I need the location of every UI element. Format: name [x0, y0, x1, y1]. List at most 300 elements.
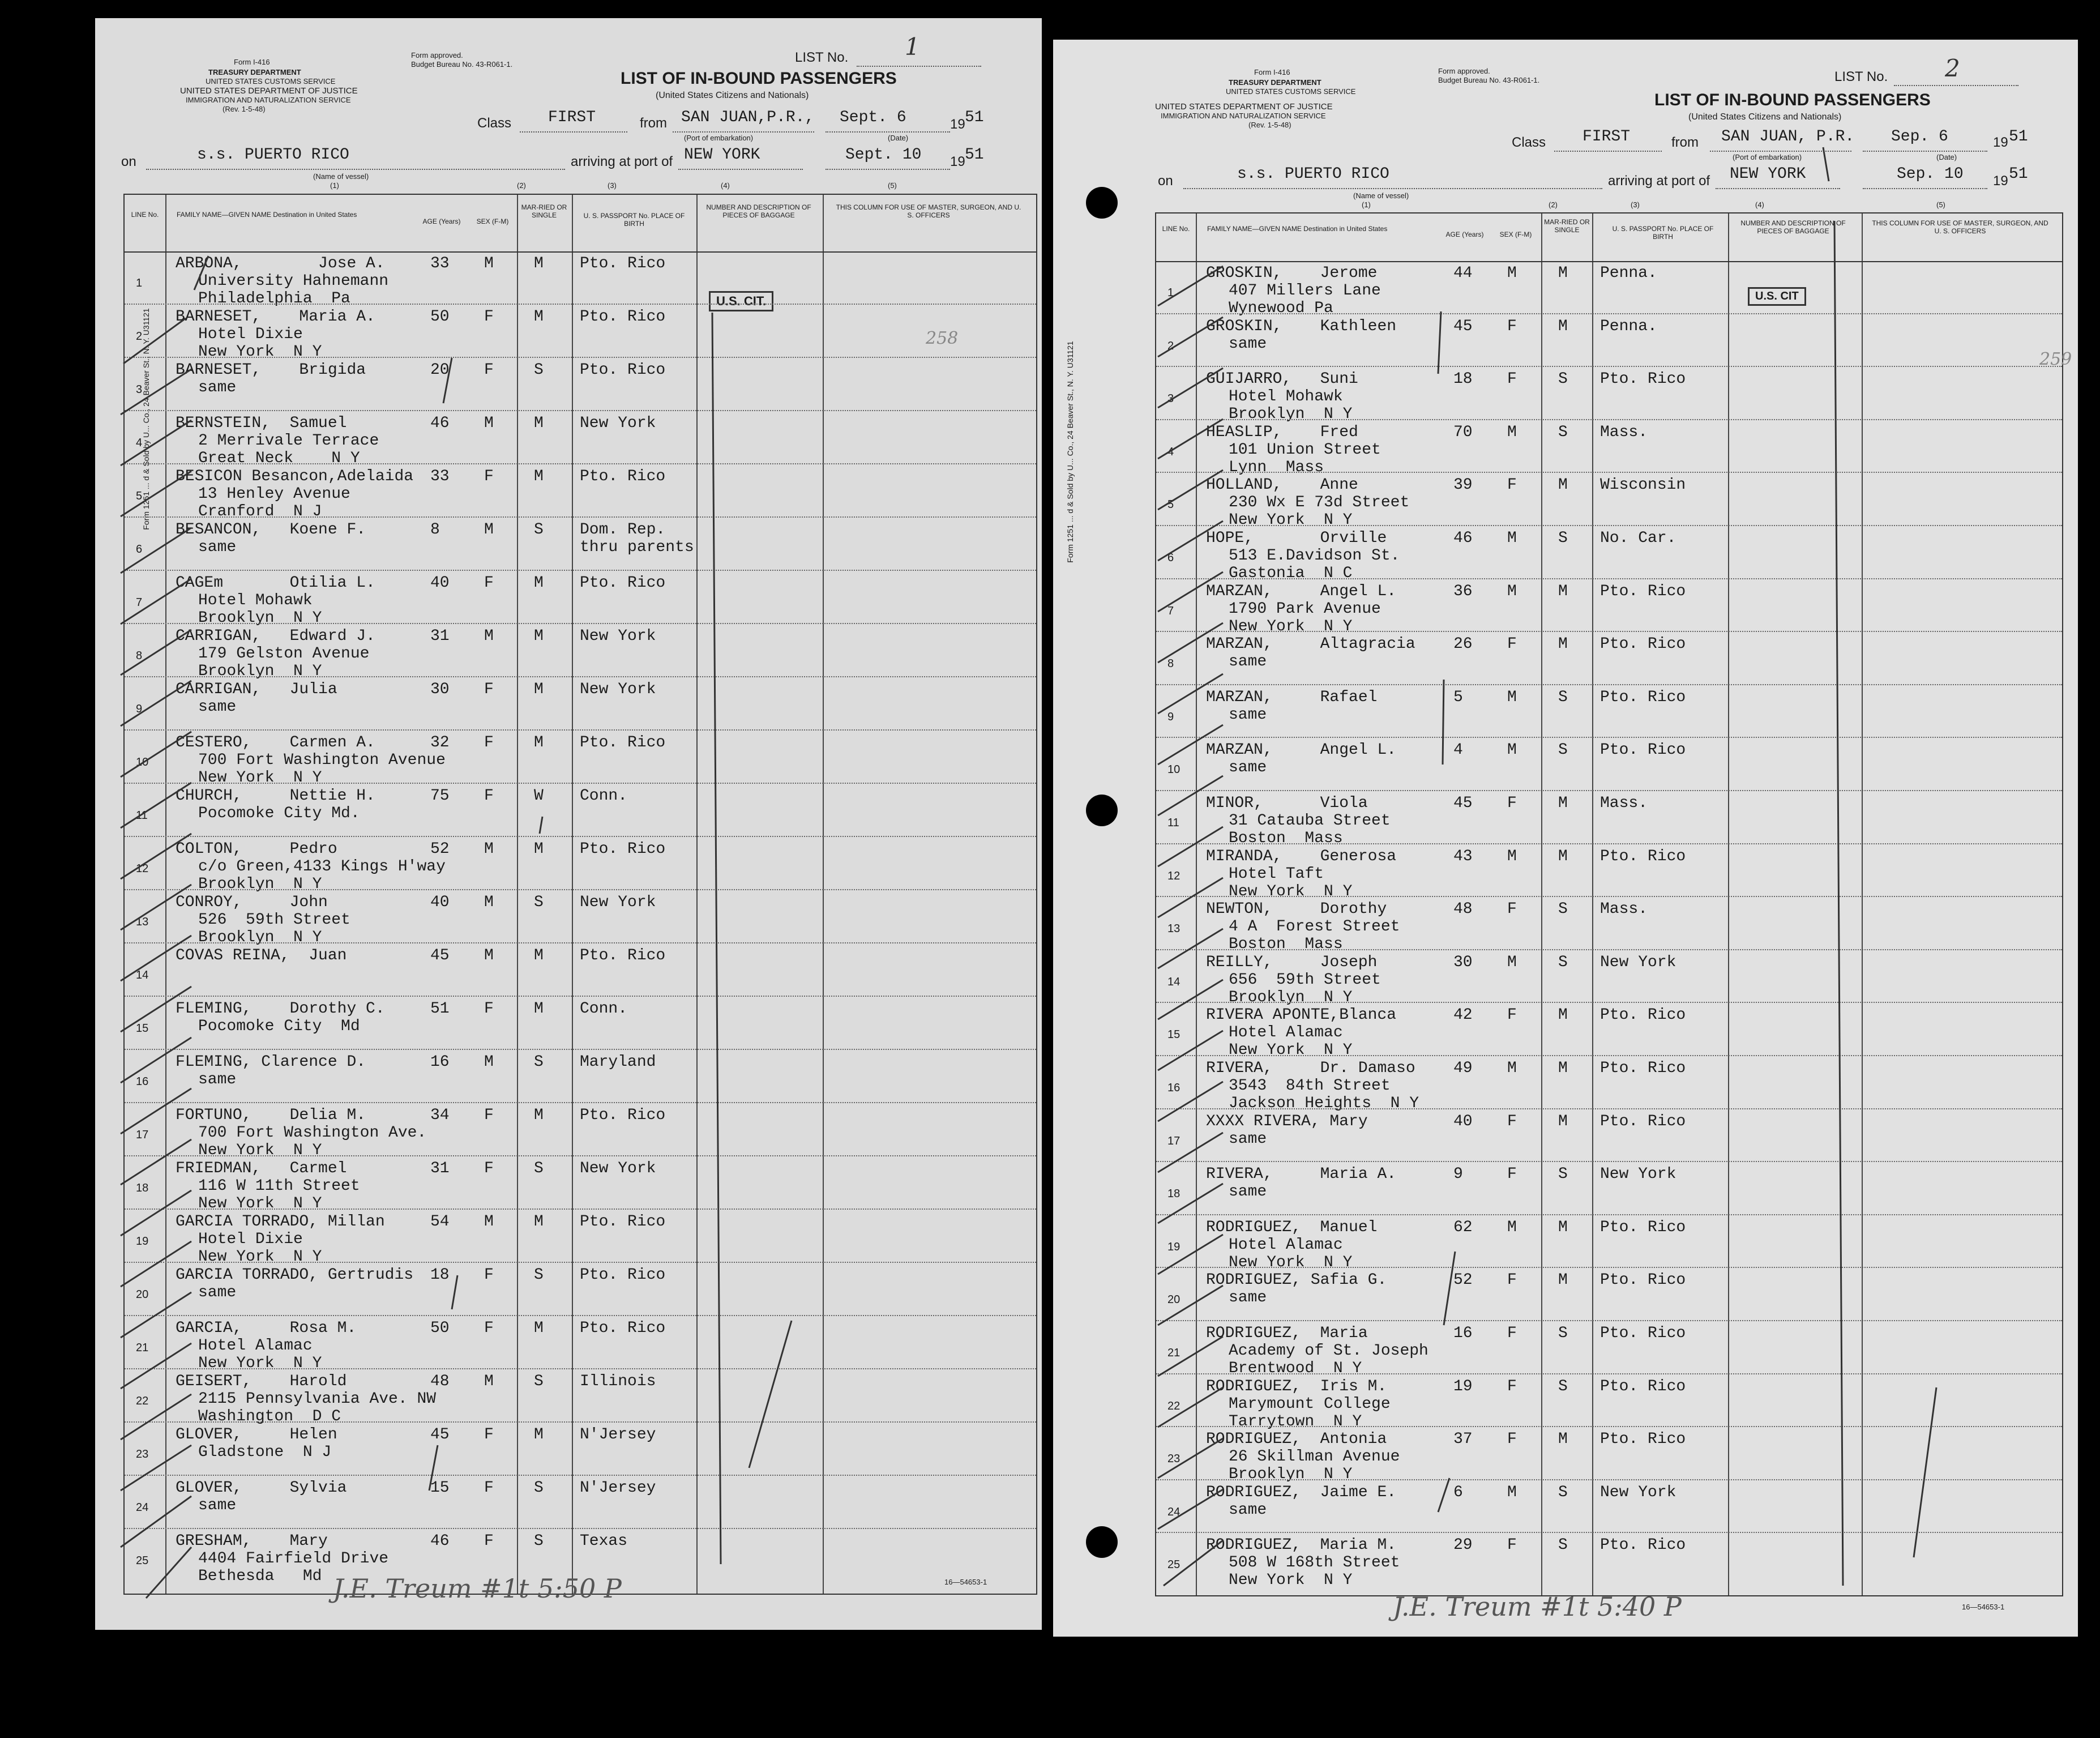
revision: (Rev. 1-5-48): [223, 105, 266, 113]
destination-line: 407 Millers Lane: [1229, 282, 1381, 300]
line-number: 13: [1167, 923, 1181, 936]
destination-line: same: [198, 1497, 237, 1514]
line-number: 8: [1167, 657, 1174, 671]
destination-line: same: [198, 698, 237, 716]
passenger-sex: M: [484, 840, 494, 858]
passenger-sex: F: [1507, 1112, 1517, 1130]
inspector-signature: J.E. Treum #1t 5:40 P: [1393, 1591, 1682, 1622]
form-approved: Form approved.: [411, 51, 463, 59]
place-of-birth: New York: [1600, 1165, 1676, 1184]
ins-name: IMMIGRATION AND NATURALIZATION SERVICE: [186, 96, 351, 104]
passenger-age: 32: [430, 734, 450, 751]
passenger-name: CHURCH, Nettie H.: [176, 787, 375, 805]
place-of-birth: Pto. Rico: [1600, 741, 1686, 759]
passenger-name: FLEMING, Clarence D.: [176, 1053, 366, 1071]
customs-service: UNITED STATES CUSTOMS SERVICE: [206, 77, 336, 86]
header-name: FAMILY NAME—GIVEN NAME Destination in United States: [177, 211, 357, 219]
destination-line: Bethesda Md: [198, 1568, 322, 1585]
passenger-name: GARCIA TORRADO, Millan: [176, 1213, 385, 1231]
destination-line: Brooklyn N Y: [198, 929, 322, 946]
passenger-sex: F: [484, 1426, 494, 1444]
destination-line: same: [1229, 1501, 1267, 1519]
passenger-name: XXXX RIVERA, Mary: [1206, 1112, 1368, 1130]
passenger-name: RODRIGUEZ, Iris M.: [1206, 1377, 1387, 1395]
place-of-birth: Pto. Rico: [580, 468, 666, 485]
passenger-sex: F: [484, 574, 494, 592]
line-number: 21: [1167, 1346, 1181, 1359]
line-number: 4: [1167, 445, 1174, 458]
dept-name: TREASURY DEPARTMENT: [208, 68, 301, 76]
place-of-birth: Conn.: [580, 787, 628, 805]
marital-status: M: [1558, 1060, 1568, 1077]
marital-status: M: [534, 255, 544, 272]
destination-line: Boston Mass: [1229, 936, 1343, 954]
line-number: 5: [136, 490, 143, 503]
marital-status: M: [534, 1000, 544, 1018]
marital-status: M: [1558, 582, 1568, 600]
arrival-port: NEW YORK: [684, 146, 760, 164]
destination-line: same: [1229, 335, 1267, 353]
place-of-birth: Pto. Rico: [580, 308, 666, 326]
destination-line: Marymount College: [1229, 1395, 1391, 1413]
place-of-birth: Pto. Rico: [1600, 635, 1686, 654]
place-of-birth: Pto. Rico: [1600, 1536, 1686, 1555]
line-number: 25: [136, 1555, 149, 1568]
passenger-age: 43: [1453, 847, 1473, 865]
destination-line: Jackson Heights N Y: [1229, 1095, 1419, 1112]
line-number: 23: [136, 1448, 149, 1461]
place-of-birth: Pto. Rico: [580, 1107, 666, 1124]
place-of-birth: No. Car.: [1600, 529, 1676, 547]
place-of-birth: New York: [580, 894, 656, 911]
on-label: on: [121, 154, 136, 169]
dept-name: TREASURY DEPARTMENT: [1229, 78, 1321, 87]
destination-line: Boston Mass: [1229, 830, 1343, 847]
destination-line: Cranford N J: [198, 503, 322, 520]
destination-line: Pocomoke City Md: [198, 1018, 360, 1035]
year: 51: [2009, 128, 2028, 146]
place-of-birth: Mass.: [1600, 423, 1648, 441]
marital-status: M: [1558, 1006, 1568, 1024]
passenger-age: 52: [430, 840, 450, 858]
passenger-age: 37: [1453, 1430, 1473, 1449]
marital-status: S: [534, 521, 544, 539]
destination-line: 1790 Park Avenue: [1229, 600, 1381, 618]
place-of-birth: Pto. Rico: [1600, 582, 1686, 600]
col-num-2: (2): [1549, 200, 1558, 209]
marital-status: M: [1558, 635, 1568, 654]
us-citizen-stamp: U.S. CIT.: [709, 291, 773, 311]
arriving-label: arriving at port of: [571, 154, 673, 169]
passenger-name: MIRANDA, Generosa: [1206, 847, 1397, 865]
passenger-sex: F: [1507, 1165, 1517, 1184]
line-number: 7: [136, 596, 143, 609]
destination-line: Pocomoke City Md.: [198, 805, 360, 822]
destination-line: New York N Y: [1229, 1041, 1353, 1060]
destination-line: Philadelphia Pa: [198, 290, 350, 308]
marital-status: M: [1558, 476, 1568, 494]
header-baggage: NUMBER AND DESCRIPTION OF PIECES OF BAGGAGE: [1740, 219, 1846, 235]
passenger-age: 18: [1453, 370, 1473, 388]
place-of-birth: Pto. Rico: [1600, 1060, 1686, 1077]
place-of-birth: Pto. Rico: [1600, 1006, 1686, 1024]
passenger-sex: F: [484, 787, 494, 805]
passenger-age: 29: [1453, 1536, 1473, 1555]
passenger-sex: F: [484, 1319, 494, 1337]
passenger-sex: F: [1507, 1325, 1517, 1342]
passenger-sex: F: [1507, 635, 1517, 654]
destination-line: 31 Catauba Street: [1229, 812, 1391, 830]
destination-line: 4404 Fairfield Drive: [198, 1550, 389, 1568]
line-number: 3: [136, 383, 143, 396]
marital-status: M: [534, 627, 544, 645]
destination-line: New York N Y: [1229, 1253, 1353, 1271]
arrival-port: NEW YORK: [1730, 165, 1806, 183]
line-number: 10: [1167, 763, 1181, 776]
passenger-sex: M: [484, 415, 494, 432]
destination-line: Lynn Mass: [1229, 458, 1324, 476]
punch-hole: [41, 164, 72, 196]
passenger-age: 33: [430, 255, 450, 272]
passenger-sex: F: [484, 1107, 494, 1124]
line-number: 22: [136, 1395, 149, 1408]
hand-check-marks: [95, 18, 1042, 1630]
vessel-label: (Name of vessel): [1353, 191, 1409, 200]
destination-line: 3543 84th Street: [1229, 1077, 1391, 1095]
line-number: 12: [136, 862, 149, 876]
line-number: 6: [1167, 551, 1174, 564]
passenger-age: 26: [1453, 635, 1473, 654]
line-number: 9: [136, 703, 143, 716]
punch-hole: [1086, 1526, 1118, 1558]
destination-line: same: [198, 1071, 237, 1088]
passenger-name: GLOVER, Sylvia: [176, 1479, 347, 1497]
passenger-sex: M: [1507, 1218, 1517, 1236]
passenger-name: HOPE, Orville: [1206, 529, 1387, 547]
passenger-sex: F: [1507, 1430, 1517, 1449]
destination-line: 26 Skillman Avenue: [1229, 1448, 1400, 1466]
marital-status: S: [534, 361, 544, 379]
punch-hole: [41, 1526, 72, 1558]
passenger-sex: F: [1507, 900, 1517, 919]
place-of-birth: Pto. Rico: [580, 1266, 666, 1284]
place-of-birth: New York: [580, 1160, 656, 1177]
line-number: 16: [136, 1075, 149, 1088]
passenger-name: RODRIGUEZ, Jaime E.: [1206, 1483, 1397, 1501]
place-of-birth: Pto. Rico: [1600, 1218, 1686, 1236]
place-of-birth: Pto. Rico: [1600, 1430, 1686, 1449]
line-number: 18: [136, 1182, 149, 1195]
place-of-birth: Pto. Rico: [1600, 1377, 1686, 1395]
port-embark-label: (Port of embarkation): [1733, 153, 1802, 161]
line-number: 20: [136, 1288, 149, 1301]
passenger-name: FLEMING, Dorothy C.: [176, 1000, 385, 1018]
budget-bureau: Budget Bureau No. 43-R061-1.: [411, 60, 513, 69]
passenger-sex: M: [1507, 582, 1517, 600]
ins-name: IMMIGRATION AND NATURALIZATION SERVICE: [1161, 112, 1326, 120]
destination-line: 116 W 11th Street: [198, 1177, 360, 1195]
passenger-age: 20: [430, 361, 450, 379]
marital-status: S: [534, 1373, 544, 1390]
footer-code: 16—54653-1: [944, 1578, 987, 1586]
passenger-sex: M: [484, 627, 494, 645]
destination-line: Wynewood Pa: [1229, 300, 1333, 317]
passenger-age: 30: [1453, 953, 1473, 971]
place-of-birth: Conn.: [580, 1000, 628, 1018]
passenger-sex: F: [484, 1479, 494, 1497]
line-number: 7: [1167, 604, 1174, 617]
destination-line: 700 Fort Washington Ave.: [198, 1124, 427, 1142]
destination-line: same: [198, 379, 237, 396]
arrival-year-prefix: 19: [950, 154, 965, 169]
line-number: 8: [136, 650, 143, 663]
marital-status: M: [1558, 1112, 1568, 1130]
destination-line: Hotel Alamac: [198, 1337, 313, 1355]
destination-line: 513 E.Davidson St.: [1229, 547, 1400, 565]
header-age: AGE (Years): [422, 217, 461, 225]
header-line: LINE No.: [131, 211, 159, 219]
destination-line: 230 Wx E 73d Street: [1229, 494, 1410, 512]
class-value: FIRST: [548, 109, 596, 126]
destination-line: 101 Union Street: [1229, 441, 1381, 459]
page-title: LIST OF IN-BOUND PASSENGERS: [1654, 91, 1931, 109]
passenger-sex: M: [484, 1053, 494, 1071]
marital-status: S: [1558, 1483, 1568, 1501]
depart-date: Sept. 6: [840, 109, 906, 126]
destination-line: University Hahnemann: [198, 272, 389, 290]
place-of-birth: Maryland: [580, 1053, 656, 1071]
passenger-age: 40: [430, 574, 450, 592]
line-number: 6: [136, 543, 143, 556]
passenger-age: 52: [1453, 1271, 1473, 1289]
page-title: LIST OF IN-BOUND PASSENGERS: [621, 69, 897, 88]
vessel-name: s.s. PUERTO RICO: [1237, 165, 1389, 183]
line-number: 23: [1167, 1453, 1181, 1466]
passenger-age: 50: [430, 1319, 450, 1337]
passenger-sex: M: [1507, 423, 1517, 441]
class-label: Class: [477, 116, 512, 131]
passenger-age: 44: [1453, 264, 1473, 282]
place-of-birth: Dom. Rep.: [580, 521, 666, 539]
marital-status: M: [534, 415, 544, 432]
place-of-birth: Illinois: [580, 1373, 656, 1390]
passenger-sex: F: [1507, 1377, 1517, 1395]
marital-status: S: [534, 894, 544, 911]
passenger-name: MARZAN, Angel L.: [1206, 582, 1397, 600]
line-number: 18: [1167, 1188, 1181, 1201]
from-label: from: [640, 116, 667, 131]
line-number: 5: [1167, 498, 1174, 511]
line-number: 2: [136, 330, 143, 343]
header-officers: THIS COLUMN FOR USE OF MASTER, SURGEON, AND U. S. OFFICERS: [836, 203, 1021, 219]
passenger-sex: M: [484, 1373, 494, 1390]
marital-status: M: [534, 1107, 544, 1124]
marital-status: S: [1558, 1325, 1568, 1342]
destination-line: Tarrytown N Y: [1229, 1412, 1362, 1430]
passenger-name: GARCIA, Rosa M.: [176, 1319, 357, 1337]
col-num-5: (5): [1936, 200, 1945, 209]
passenger-name: CONROY, John: [176, 894, 328, 911]
footer-code: 16—54653-1: [1962, 1603, 2005, 1611]
on-label: on: [1158, 173, 1173, 189]
header-name: FAMILY NAME—GIVEN NAME Destination in United States: [1207, 225, 1388, 233]
passenger-age: 45: [430, 947, 450, 964]
manifest-page-2: [1053, 40, 2078, 1637]
line-number: 10: [136, 756, 149, 769]
passenger-age: 39: [1453, 476, 1473, 494]
line-number: 22: [1167, 1399, 1181, 1412]
passenger-sex: F: [484, 468, 494, 485]
passenger-sex: M: [1507, 529, 1517, 547]
destination-line: 4 A Forest Street: [1229, 918, 1400, 936]
passenger-sex: M: [1507, 953, 1517, 971]
destination-line: same: [1229, 759, 1267, 777]
passenger-age: 45: [1453, 317, 1473, 335]
justice-dept: UNITED STATES DEPARTMENT OF JUSTICE: [1155, 102, 1333, 112]
stamp-number: 258: [926, 328, 959, 348]
marital-status: M: [1558, 1271, 1568, 1289]
date-label: (Date): [888, 134, 909, 142]
passenger-name: MARZAN, Angel L.: [1206, 741, 1397, 759]
col-num-3: (3): [1631, 200, 1640, 209]
passenger-sex: F: [1507, 370, 1517, 388]
destination-line: Academy of St. Joseph: [1229, 1342, 1428, 1360]
place-of-birth: Pto. Rico: [580, 1213, 666, 1231]
marital-status: M: [534, 574, 544, 592]
manifest-page-1: [95, 18, 1042, 1630]
place-of-birth: N'Jersey: [580, 1479, 656, 1497]
passenger-name: RODRIGUEZ, Antonia: [1206, 1430, 1387, 1449]
vessel-label: (Name of vessel): [313, 172, 369, 181]
arrival-date: Sep. 10: [1897, 165, 1964, 183]
form-number: Form I-416: [1254, 68, 1290, 76]
passenger-sex: M: [1507, 1483, 1517, 1501]
passenger-name: GLOVER, Helen: [176, 1426, 337, 1444]
passenger-name: GEISERT, Harold: [176, 1373, 347, 1390]
destination-line: same: [1229, 1130, 1267, 1148]
marital-status: S: [534, 1266, 544, 1284]
place-of-birth: Pto. Rico: [580, 734, 666, 751]
place-of-birth: Pto. Rico: [580, 1319, 666, 1337]
destination-line: same: [1229, 653, 1267, 671]
punch-hole: [1086, 187, 1118, 219]
passenger-name: HOLLAND, Anne: [1206, 476, 1358, 494]
printer-imprint: Form 1251 ... d & Sold by U... Co., 24 Beaver St., N. Y. U31121: [1066, 341, 1075, 563]
passenger-sex: F: [1507, 476, 1517, 494]
passenger-sex: F: [484, 734, 494, 751]
marital-status: S: [534, 1160, 544, 1177]
passenger-age: 62: [1453, 1218, 1473, 1236]
marital-status: W: [534, 787, 544, 805]
destination-line: Brooklyn N Y: [198, 609, 322, 627]
passenger-name: BARNESET, Maria A.: [176, 308, 375, 326]
list-no: 2: [1945, 54, 1960, 82]
year: 51: [965, 109, 984, 126]
passenger-age: 49: [1453, 1060, 1473, 1077]
place-of-birth: New York: [580, 681, 656, 698]
passenger-name: FORTUNO, Delia M.: [176, 1107, 366, 1124]
passenger-name: CARRIGAN, Julia: [176, 681, 337, 698]
marital-status: M: [534, 734, 544, 751]
passenger-age: 40: [430, 894, 450, 911]
marital-status: S: [1558, 1377, 1568, 1395]
class-value: FIRST: [1583, 128, 1631, 146]
place-of-birth: New York: [580, 415, 656, 432]
col-num-2: (2): [517, 181, 526, 190]
destination-line: New York N Y: [198, 1142, 322, 1159]
passenger-age: 15: [430, 1479, 450, 1497]
arrival-date: Sept. 10: [845, 146, 922, 164]
destination-line: Brooklyn N Y: [198, 663, 322, 680]
stamp-number: 259: [2039, 349, 2072, 369]
passenger-name: CESTERO, Carmen A.: [176, 734, 375, 751]
destination-line: Brooklyn N Y: [1229, 405, 1353, 424]
passenger-name: GRESHAM, Mary: [176, 1532, 328, 1550]
col-num-3: (3): [608, 181, 617, 190]
depart-date: Sep. 6: [1891, 128, 1948, 146]
line-number: 24: [1167, 1505, 1181, 1518]
marital-status: M: [534, 681, 544, 698]
passenger-name: FRIEDMAN, Carmel: [176, 1160, 347, 1177]
passenger-age: 70: [1453, 423, 1473, 441]
marital-status: S: [1558, 741, 1568, 759]
line-number: 14: [1167, 975, 1181, 988]
passenger-age: 50: [430, 308, 450, 326]
passenger-age: 51: [430, 1000, 450, 1018]
passenger-sex: F: [1507, 317, 1517, 335]
year-prefix: 19: [950, 117, 965, 132]
place-of-birth: Pto. Rico: [580, 574, 666, 592]
place-of-birth: Wisconsin: [1600, 476, 1686, 494]
form-number: Form I-416: [234, 58, 270, 66]
marital-status: M: [1558, 847, 1568, 865]
from-label: from: [1671, 135, 1699, 150]
passenger-name: RIVERA, Dr. Damaso: [1206, 1060, 1415, 1077]
arrival-year: 51: [965, 146, 984, 164]
line-number: 11: [136, 809, 148, 822]
passenger-sex: M: [1507, 1060, 1517, 1077]
place-of-birth: N'Jersey: [580, 1426, 656, 1444]
destination-line: 2115 Pennsylvania Ave. NW: [198, 1390, 437, 1408]
line-number: 12: [1167, 869, 1181, 882]
destination-line: Brooklyn N Y: [1229, 988, 1353, 1006]
passenger-sex: M: [1507, 847, 1517, 865]
passenger-sex: M: [1507, 264, 1517, 282]
destination-line: New York N Y: [1229, 882, 1353, 900]
destination-line: Gladstone N J: [198, 1444, 332, 1461]
passenger-sex: F: [1507, 1006, 1517, 1024]
passenger-age: 19: [1453, 1377, 1473, 1395]
header-officers: THIS COLUMN FOR USE OF MASTER, SURGEON, AND U. S. OFFICERS: [1872, 219, 2048, 235]
passenger-age: 36: [1453, 582, 1473, 600]
place-of-birth: Pto. Rico: [580, 840, 666, 858]
passenger-age: 16: [1453, 1325, 1473, 1342]
destination-line: Hotel Alamac: [1229, 1024, 1343, 1042]
passenger-name: COVAS REINA, Juan: [176, 947, 347, 964]
passenger-name: ARBONA, Jose A.: [176, 255, 385, 272]
place-of-birth: New York: [1600, 953, 1676, 971]
passenger-age: 46: [430, 1532, 450, 1550]
destination-line: 656 59th Street: [1229, 971, 1381, 989]
passenger-age: 46: [1453, 529, 1473, 547]
us-citizen-stamp: U.S. CIT: [1748, 287, 1806, 306]
marital-status: S: [1558, 688, 1568, 706]
marital-status: S: [1558, 1165, 1568, 1184]
place-of-birth: Pto. Rico: [580, 361, 666, 379]
arriving-label: arriving at port of: [1608, 173, 1710, 189]
place-of-birth: Penna.: [1600, 317, 1657, 335]
marital-status: S: [1558, 900, 1568, 919]
